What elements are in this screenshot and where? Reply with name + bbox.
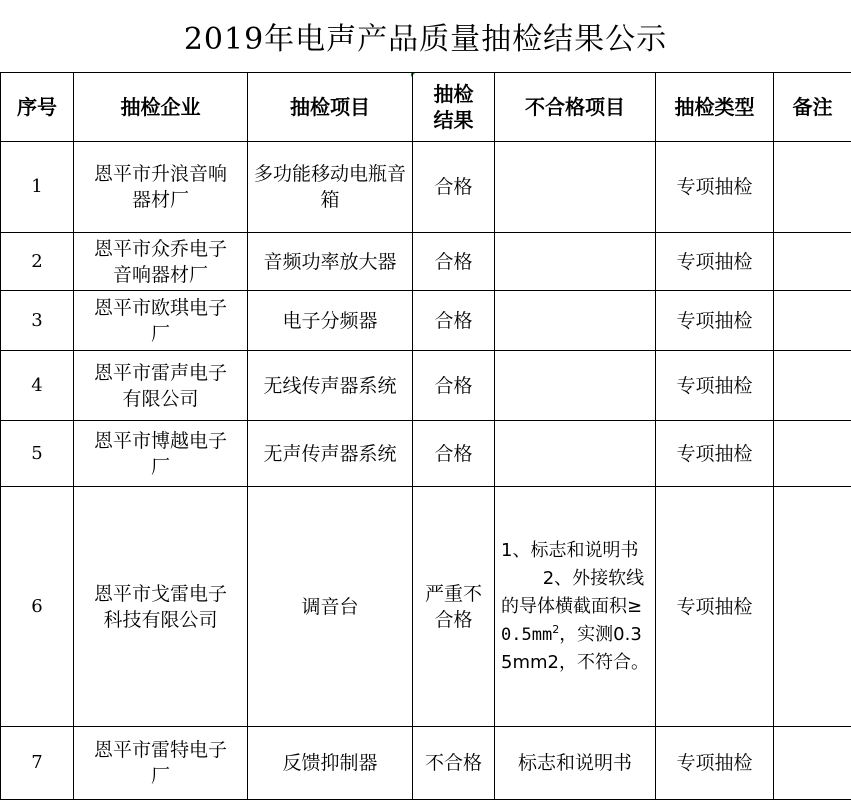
cell-type: 专项抽检 bbox=[656, 291, 774, 351]
cell-company: 恩平市雷特电子厂 bbox=[74, 727, 248, 800]
cell-fail-items bbox=[495, 421, 656, 487]
cell-fail-items: 标志和说明书 bbox=[495, 727, 656, 800]
header-result: 抽检结果 bbox=[413, 73, 495, 142]
cell-result: 合格 bbox=[413, 233, 495, 291]
cell-fail-items bbox=[495, 233, 656, 291]
cell-seq: 1 bbox=[1, 142, 74, 233]
cell-fail-items bbox=[495, 487, 656, 727]
table-row bbox=[1, 487, 851, 727]
fail-note-superscript: 2 bbox=[552, 623, 559, 636]
header-type: 抽检类型 bbox=[656, 73, 774, 142]
table-row bbox=[1, 421, 851, 487]
fail-note-part-3: 0.5mm bbox=[501, 625, 552, 645]
cell-company: 恩平市升浪音响器材厂 bbox=[74, 142, 248, 233]
cell-remark bbox=[774, 142, 851, 233]
header-fail-items: 不合格项目 bbox=[495, 73, 656, 142]
table-row bbox=[1, 351, 851, 421]
cell-item: 无声传声器系统 bbox=[248, 421, 413, 487]
cell-remark bbox=[774, 233, 851, 291]
fail-note-part-4: ，实测0.35mm2，不符合。 bbox=[501, 624, 649, 673]
cell-item: 调音台 bbox=[248, 487, 413, 727]
cell-item: 多功能移动电瓶音箱 bbox=[248, 142, 413, 233]
header-remark: 备注 bbox=[774, 73, 851, 142]
cell-remark bbox=[774, 351, 851, 421]
cell-seq: 3 bbox=[1, 291, 74, 351]
table-row bbox=[1, 233, 851, 291]
cell-type: 专项抽检 bbox=[656, 351, 774, 421]
fail-note-part-1: 1、标志和说明书 bbox=[501, 540, 638, 561]
header-company: 抽检企业 bbox=[74, 73, 248, 142]
cell-remark bbox=[774, 727, 851, 800]
header-seq: 序号 bbox=[1, 73, 74, 142]
cell-item: 无线传声器系统 bbox=[248, 351, 413, 421]
cell-result: 严重不合格 bbox=[413, 487, 495, 727]
cell-type: 专项抽检 bbox=[656, 727, 774, 800]
cell-type: 专项抽检 bbox=[656, 421, 774, 487]
results-table bbox=[0, 72, 851, 800]
cell-company: 恩平市戈雷电子科技有限公司 bbox=[74, 487, 248, 727]
cell-remark bbox=[774, 487, 851, 727]
cell-result: 合格 bbox=[413, 142, 495, 233]
cell-result: 合格 bbox=[413, 421, 495, 487]
table-row bbox=[1, 727, 851, 800]
cell-result: 合格 bbox=[413, 351, 495, 421]
cell-remark bbox=[774, 291, 851, 351]
cell-seq: 2 bbox=[1, 233, 74, 291]
table-row bbox=[1, 142, 851, 233]
cell-company: 恩平市众乔电子音响器材厂 bbox=[74, 233, 248, 291]
cell-fail-items bbox=[495, 142, 656, 233]
cell-company: 恩平市欧琪电子厂 bbox=[74, 291, 248, 351]
table-row bbox=[1, 291, 851, 351]
cell-item: 电子分频器 bbox=[248, 291, 413, 351]
cell-item: 音频功率放大器 bbox=[248, 233, 413, 291]
cell-type: 专项抽检 bbox=[656, 142, 774, 233]
cell-seq: 5 bbox=[1, 421, 74, 487]
cell-company: 恩平市雷声电子有限公司 bbox=[74, 351, 248, 421]
header-row bbox=[1, 73, 851, 142]
cell-seq: 6 bbox=[1, 487, 74, 727]
cell-remark bbox=[774, 421, 851, 487]
cell-item: 反馈抑制器 bbox=[248, 727, 413, 800]
cell-result: 合格 bbox=[413, 291, 495, 351]
cell-fail-items bbox=[495, 351, 656, 421]
cell-type: 专项抽检 bbox=[656, 233, 774, 291]
header-item: 抽检项目 bbox=[248, 73, 413, 142]
cell-seq: 4 bbox=[1, 351, 74, 421]
cell-company: 恩平市博越电子厂 bbox=[74, 421, 248, 487]
cell-type: 专项抽检 bbox=[656, 487, 774, 727]
cell-seq: 7 bbox=[1, 727, 74, 800]
fail-note-part-2: 2、外接软线的导体横截面积≥ bbox=[501, 568, 644, 617]
cell-result: 不合格 bbox=[413, 727, 495, 800]
cell-fail-items bbox=[495, 291, 656, 351]
page-title: 2019年电声产品质量抽检结果公示 bbox=[0, 0, 851, 72]
